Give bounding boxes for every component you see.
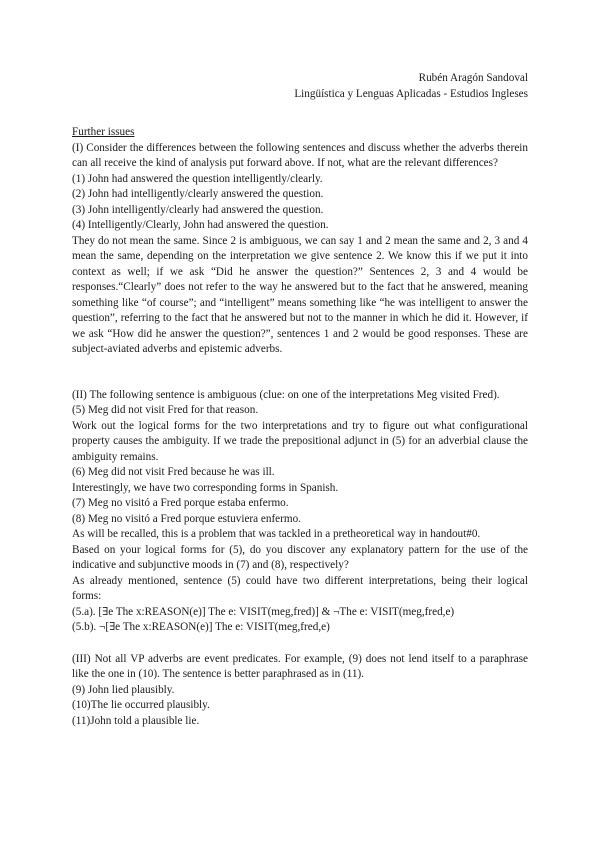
example-10: (10)The lie occurred plausibly. — [72, 699, 210, 711]
author-name: Rubén Aragón Sandoval — [418, 72, 528, 84]
example-6: (6) Meg did not visit Fred because he was ill. — [72, 466, 275, 478]
document-header — [72, 70, 528, 102]
example-9: (9) John lied plausibly. — [72, 683, 175, 696]
example-3: (3) John intelligently/clearly had answered the question. — [72, 203, 324, 216]
example-4: (4) Intelligently/Clearly, John had answered the question. — [72, 219, 329, 231]
part1-question: (I) Consider the differences between the following sentences and discuss whether the adverbs therein can all receive the kind of analysis put forward above. If not, what are the relevant differences? — [72, 141, 528, 169]
logical-form-a: (5.a). [∃e The x:REASON(e)] The e: VISIT(meg,fred)] & ¬The e: VISIT(meg,fred,e) — [72, 605, 455, 618]
handout-recall: As will be recalled, this is a problem that was tackled in a pretheoretical way in handout#0. — [72, 528, 481, 540]
example-8: (8) Meg no visitó a Fred porque estuviera enfermo. — [72, 512, 301, 525]
part2-question2: Based on your logical forms for (5), do you discover any explanatory pattern for the use of the indicative and subjunctive moods in (7) and (8), respectively? — [72, 543, 528, 571]
spanish-note: Interestingly, we have two corresponding forms in Spanish. — [72, 481, 339, 494]
part1-answer: They do not mean the same. Since 2 is ambiguous, we can say 1 and 2 mean the same and 2, 3 and 4 mean the same, depending on the interpretation we give sentence 2. We know this if we put it into context as well; if we ask “Did he answer the question?” Sentences 2, 3 and 4 would be responses.“Clearly” does not refer to the way he answered but to the fact that he answered, meaning something like “of course”; and “intelligent” means something like “he was intelligent to answer the question”, referring to the fact that he answered but not to the manner in which he did it. However, if we ask “How did he answer the question?”, sentences 1 and 2 would be good responses. These are subject-aviated adverbs and epistemic adverbs. — [72, 234, 528, 355]
example-7: (7) Meg no visitó a Fred porque estaba enfermo. — [72, 497, 289, 509]
example-2: (2) John had intelligently/clearly answered the question. — [72, 188, 324, 200]
part2-task: Work out the logical forms for the two interpretations and try to figure out what configurational property causes the ambiguity. If we trade the prepositional adjunct in (5) for an adverbial clause the ambiguity remains. — [72, 419, 528, 463]
document-body — [72, 125, 528, 729]
part2-question: (II) The following sentence is ambiguous (clue: on one of the interpretations Meg visited Fred). — [72, 388, 500, 401]
example-11: (11)John told a plausible lie. — [72, 714, 200, 727]
section-title: Further issues — [72, 126, 135, 138]
example-1: (1) John had answered the question intelligently/clearly. — [72, 172, 323, 185]
document-page — [72, 70, 528, 729]
program-name: Lingüística y Lenguas Aplicadas - Estudios Ingleses — [294, 88, 528, 100]
example-5: (5) Meg did not visit Fred for that reason. — [72, 404, 259, 416]
part2-answer: As already mentioned, sentence (5) could have two different interpretations, being their logical forms: — [72, 574, 528, 602]
logical-form-b: (5.b). ¬[∃e The x:REASON(e)] The e: VISIT(meg,fred,e) — [72, 621, 330, 633]
part3-question: (III) Not all VP adverbs are event predicates. For example, (9) does not lend itself to a paraphrase like the one in (10). The sentence is better paraphrased as in (11). — [72, 652, 528, 680]
